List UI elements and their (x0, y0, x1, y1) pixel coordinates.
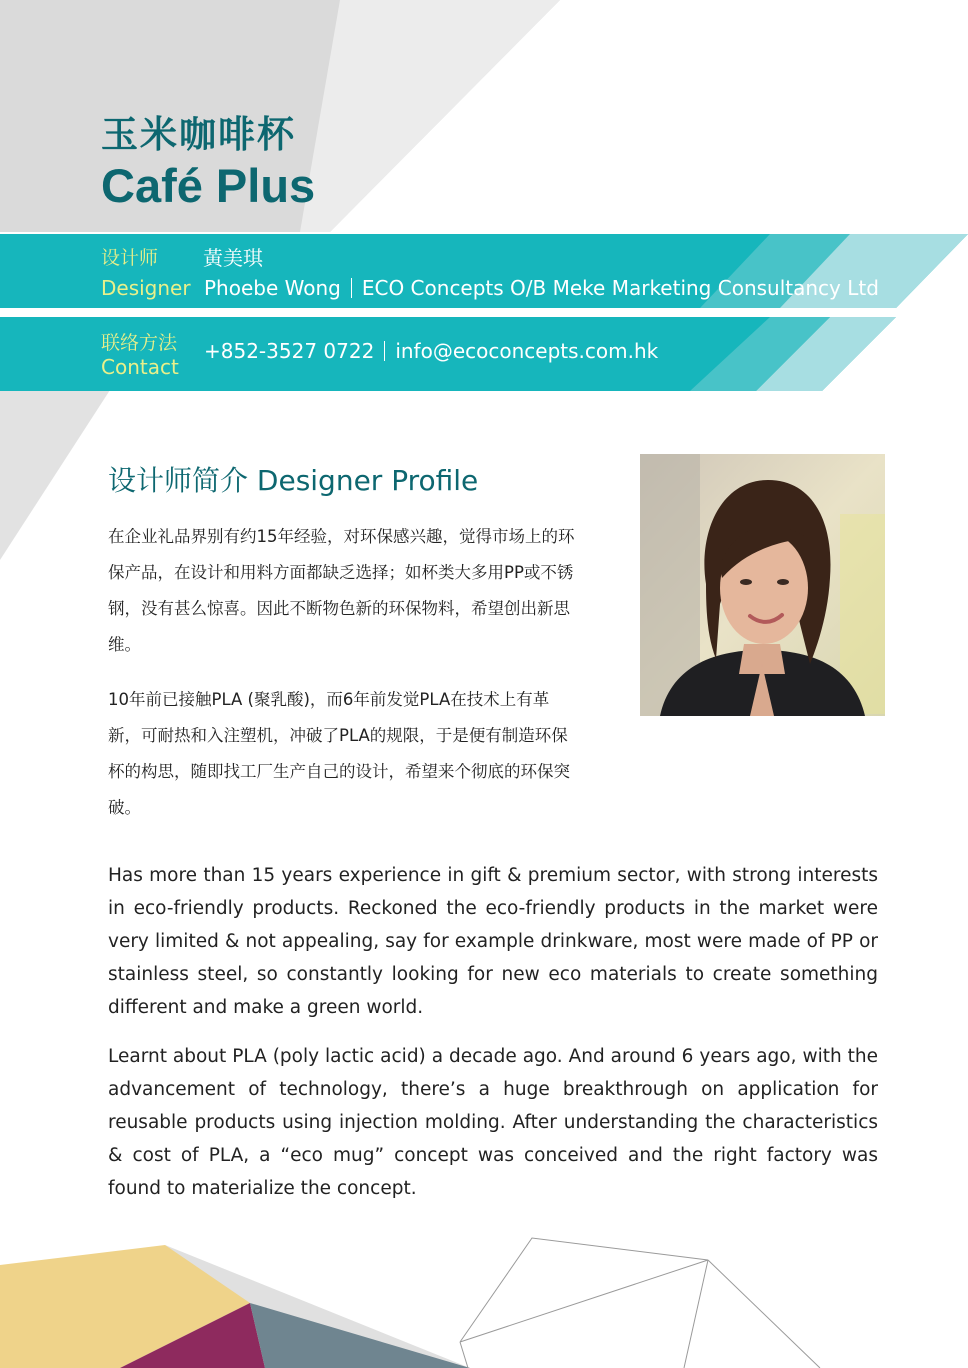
profile-en-paragraph-2: Learnt about PLA (poly lactic acid) a decade ago. And around 6 years ago, with the advancement of technology, there’s a huge breakthrough on application for reusable products using injection molding. After understanding the characteristics & cost of PLA, a “eco mug” concept was conceived and the right factory was found to materialize the concept. (108, 1046, 878, 1199)
title-english: Café Plus (101, 159, 316, 212)
left-gray-wedge (0, 390, 110, 560)
bottom-slate-shape (250, 1303, 470, 1368)
designer-label-en: Designer (101, 276, 191, 300)
designer-label-cn: 设计师 (101, 247, 159, 269)
designer-photo (640, 454, 885, 716)
profile-cn-paragraph-2: 10年前已接触PLA (聚乳酸)，而6年前发觉PLA在技术上有革新，可耐热和入注塑机，冲破了PLA的规限，于是便有制造环保杯的构思，随即找工厂生产自己的设计，希望来个彻底的环保突破。 (108, 690, 570, 817)
designer-name-en: Phoebe Wong (204, 276, 341, 300)
contact-details (204, 338, 658, 364)
top-light-diagonal (300, 0, 560, 232)
designer-company: ECO Concepts O/B Meke Marketing Consultancy Ltd (361, 276, 879, 300)
title-chinese: 玉米咖啡杯 (101, 113, 296, 156)
profile-cn-paragraph-1: 在企业礼品界别有约15年经验，对环保感兴趣，觉得市场上的环保产品，在设计和用料方面都缺乏选择；如杯类大多用PP或不锈钢，没有甚么惊喜。因此不断物色新的环保物料，希望创出新思维。 (108, 527, 575, 654)
separator (351, 278, 352, 298)
contact-label-cn: 联络方法 (101, 332, 178, 354)
separator (384, 341, 385, 361)
contact-email[interactable]: info@ecoconcepts.com.hk (395, 339, 659, 363)
designer-name-cn: 黃美琪 (203, 246, 263, 270)
contact-label-en: Contact (101, 355, 179, 379)
profile-en-paragraph-1: Has more than 15 years experience in gift & premium sector, with strong interests in eco-friendly products. Reckoned the eco-friendly products in the market were very limited & not appealing, say for example drinkware, most were made of PP or stainless steel, so constantly looking for new eco materials to create something different and make a green world. (108, 865, 878, 1018)
designer-details (204, 275, 879, 301)
contact-phone: +852-3527 0722 (204, 339, 375, 363)
bottom-wireframe-lines (460, 1238, 820, 1368)
profile-title: 设计师简介 Designer Profile (108, 464, 479, 497)
